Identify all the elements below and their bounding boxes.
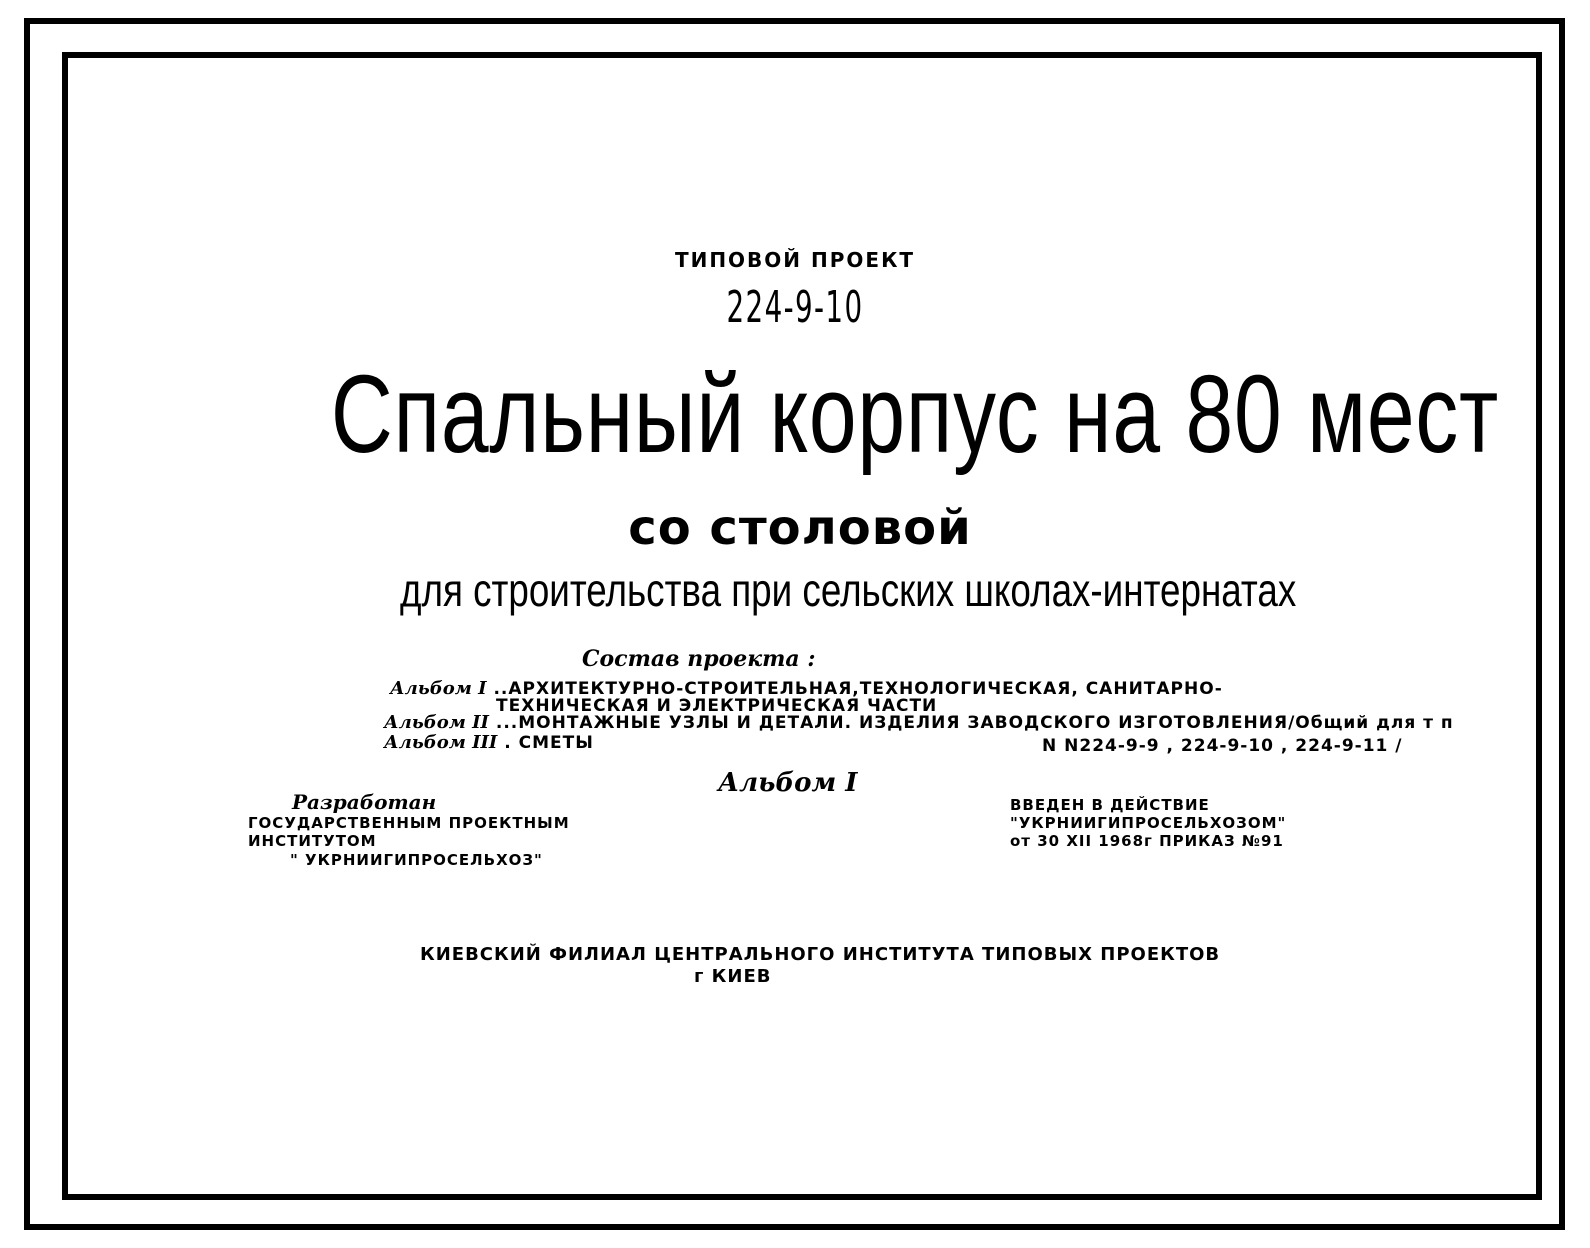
album-label: Альбом III	[384, 732, 498, 753]
developer-name: " УКРНИИГИПРОСЕЛЬХОЗ"	[290, 851, 543, 869]
album-entry-1-continuation: ТЕХНИЧЕСКАЯ И ЭЛЕКТРИЧЕСКАЯ ЧАСТИ	[496, 696, 938, 716]
album-entry-3	[384, 734, 594, 752]
main-title: Спальный корпус на 80 мест	[330, 353, 1500, 476]
introduced-line: ВВЕДЕН В ДЕЙСТВИЕ	[1010, 796, 1210, 814]
developer-line: ИНСТИТУТОМ	[248, 832, 377, 850]
developer-line: ГОСУДАРСТВЕННЫМ ПРОЕКТНЫМ	[248, 814, 570, 832]
album-entry-2	[384, 714, 1454, 732]
album-text: ..АРХИТЕКТУРНО-СТРОИТЕЛЬНАЯ,ТЕХНОЛОГИЧЕСКАЯ, САНИТАРНО-	[493, 679, 1223, 699]
title-subline: со столовой	[628, 500, 972, 556]
album-text: . СМЕТЫ	[504, 733, 594, 753]
current-album: Альбом I	[718, 768, 858, 798]
album-label: Альбом II	[384, 712, 489, 733]
developer-label: Разработан	[292, 790, 437, 814]
project-number: 224-9-10	[726, 282, 864, 333]
album-entry-2-continuation: N N224-9-9 , 224-9-10 , 224-9-11 /	[1042, 736, 1403, 756]
publisher-name: КИЕВСКИЙ ФИЛИАЛ ЦЕНТРАЛЬНОГО ИНСТИТУТА ТИПОВЫХ ПРОЕКТОВ	[420, 944, 1221, 965]
album-text: ...МОНТАЖНЫЕ УЗЛЫ И ДЕТАЛИ. ИЗДЕЛИЯ ЗАВОДСКОГО ИЗГОТОВЛЕНИЯ/Общий для т п	[495, 713, 1454, 733]
album-label: Альбом I	[390, 678, 487, 699]
composition-heading: Состав проекта :	[582, 646, 816, 672]
publisher-city: г КИЕВ	[694, 966, 772, 987]
project-kind: ТИПОВОЙ ПРОЕКТ	[674, 248, 916, 272]
inner-border	[62, 52, 1542, 1200]
introduced-order: от 30 XII 1968г ПРИКАЗ №91	[1010, 832, 1284, 850]
title-purpose: для строительства при сельских школах-интернатах	[400, 564, 1297, 616]
introduced-org: "УКРНИИГИПРОСЕЛЬХОЗОМ"	[1010, 814, 1287, 832]
